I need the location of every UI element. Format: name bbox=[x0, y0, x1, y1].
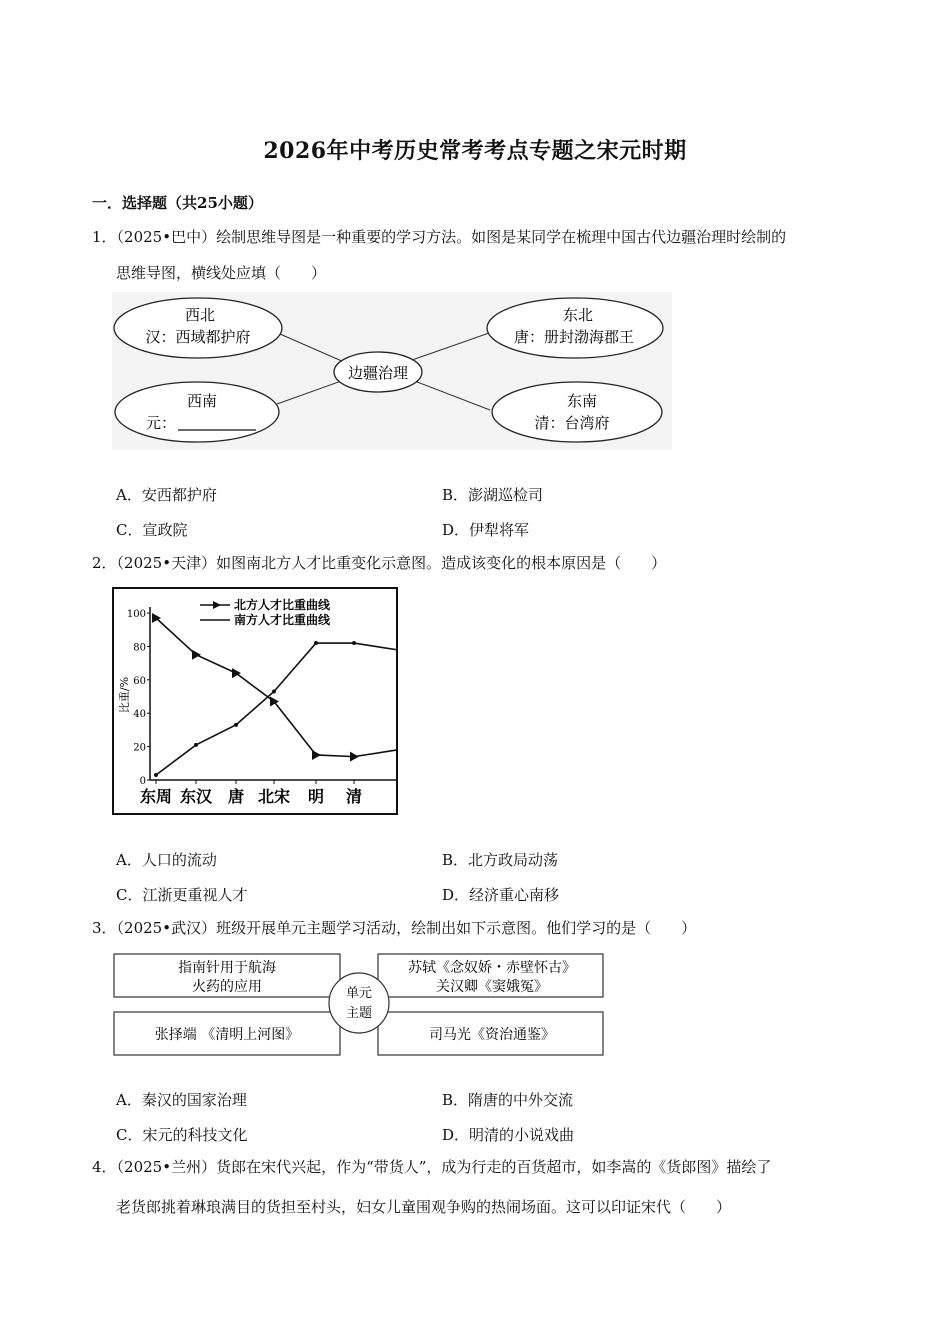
ne-text: 唐：册封渤海郡王 bbox=[513, 328, 635, 346]
y-tick-label: 100 bbox=[126, 609, 146, 620]
x-tick-label: 东周 bbox=[139, 787, 173, 806]
bl-text: 张择端 《清明上河图》 bbox=[154, 1027, 300, 1043]
tr-line2: 关汉卿《窦娥冤》 bbox=[436, 979, 548, 995]
sw-node bbox=[115, 382, 279, 442]
q4-stem-line2: 老货郎挑着琳琅满目的货担至村头，妇女儿童围观争购的热闹场面。这可以印证宋代（ ） bbox=[116, 1198, 732, 1216]
y-tick-label: 60 bbox=[133, 675, 146, 687]
q2-option-a[interactable]: A．人口的流动 bbox=[116, 851, 217, 869]
q2-option-b[interactable]: B．北方政局动荡 bbox=[442, 851, 559, 869]
y-tick-label: 40 bbox=[133, 709, 146, 721]
q2-stem: 2．（2025•天津）如图南北方人才比重变化示意图。造成该变化的根本原因是（ ） bbox=[92, 554, 667, 572]
q3-theme-diagram bbox=[112, 950, 606, 1060]
q3-option-a[interactable]: A．秦汉的国家治理 bbox=[116, 1091, 247, 1109]
tl-line2: 火药的应用 bbox=[192, 979, 262, 995]
q2-option-c[interactable]: C．江浙更重视人才 bbox=[116, 886, 248, 904]
sw-text: 元： bbox=[146, 414, 177, 432]
x-tick-label: 东汉 bbox=[179, 787, 213, 806]
q3-option-b[interactable]: B．隋唐的中外交流 bbox=[442, 1091, 574, 1109]
legend-north-label: 北方人才比重曲线 bbox=[234, 598, 331, 612]
south-data-point bbox=[154, 773, 158, 777]
br-text: 司马光《资治通鉴》 bbox=[429, 1027, 555, 1043]
theme-circle bbox=[329, 973, 389, 1033]
q1-stem-line2: 思维导图，横线处应填（ ） bbox=[116, 264, 327, 282]
q1-option-a[interactable]: A．安西都护府 bbox=[116, 486, 217, 504]
se-text: 清：台湾府 bbox=[534, 414, 610, 432]
center-line1: 单元 bbox=[345, 986, 373, 1001]
q1-option-d[interactable]: D．伊犁将军 bbox=[442, 521, 530, 539]
se-node bbox=[492, 382, 662, 442]
section-heading: 一．选择题（共25小题） bbox=[92, 194, 263, 212]
center-line2: 主题 bbox=[345, 1006, 373, 1021]
south-data-point bbox=[272, 689, 276, 693]
south-data-point bbox=[234, 723, 238, 727]
south-data-point bbox=[314, 641, 318, 645]
y-tick-label: 0 bbox=[139, 776, 146, 787]
q3-option-c[interactable]: C．宋元的科技文化 bbox=[116, 1126, 248, 1144]
y-tick-label: 80 bbox=[133, 642, 146, 654]
x-tick-label: 唐 bbox=[227, 787, 245, 806]
q1-option-c[interactable]: C．宣政院 bbox=[116, 521, 188, 539]
nw-text: 汉：西域都护府 bbox=[145, 328, 251, 346]
q1-stem-line1: 1．（2025•巴中）绘制思维导图是一种重要的学习方法。如图是某同学在梳理中国古代边疆治理时绘制的 bbox=[92, 228, 787, 246]
x-tick-label: 明 bbox=[307, 787, 325, 806]
tr-line1: 苏轼《念奴娇・赤壁怀古》 bbox=[408, 960, 576, 976]
y-axis-label: 比重/% bbox=[118, 676, 131, 714]
south-data-point bbox=[352, 641, 356, 645]
q2-option-d[interactable]: D．经济重心南移 bbox=[442, 886, 560, 904]
x-tick-label: 北宋 bbox=[257, 787, 291, 806]
sw-title: 西南 bbox=[186, 392, 218, 410]
y-tick-label: 20 bbox=[133, 742, 146, 754]
page-title: 2026年中考历史常考考点专题之宋元时期 bbox=[263, 138, 687, 164]
q2-talent-chart bbox=[112, 587, 398, 815]
ne-title: 东北 bbox=[562, 306, 594, 324]
q3-stem: 3．（2025•武汉）班级开展单元主题学习活动，绘制出如下示意图。他们学习的是（ ） bbox=[92, 919, 697, 937]
q3-option-d[interactable]: D．明清的小说戏曲 bbox=[442, 1126, 575, 1144]
x-tick-label: 清 bbox=[345, 787, 363, 806]
q1-option-b[interactable]: B．澎湖巡检司 bbox=[442, 486, 544, 504]
q1-mind-map bbox=[112, 292, 672, 450]
south-data-point bbox=[194, 743, 198, 747]
tl-line1: 指南针用于航海 bbox=[178, 960, 276, 976]
center-label: 边疆治理 bbox=[347, 364, 409, 382]
se-title: 东南 bbox=[566, 392, 598, 410]
nw-title: 西北 bbox=[184, 306, 216, 324]
q4-stem-line1: 4．（2025•兰州）货郎在宋代兴起，作为“带货人”，成为行走的百货超市，如李嵩的《货郎图》描绘了 bbox=[92, 1158, 772, 1176]
legend-south-label: 南方人才比重曲线 bbox=[234, 613, 331, 627]
